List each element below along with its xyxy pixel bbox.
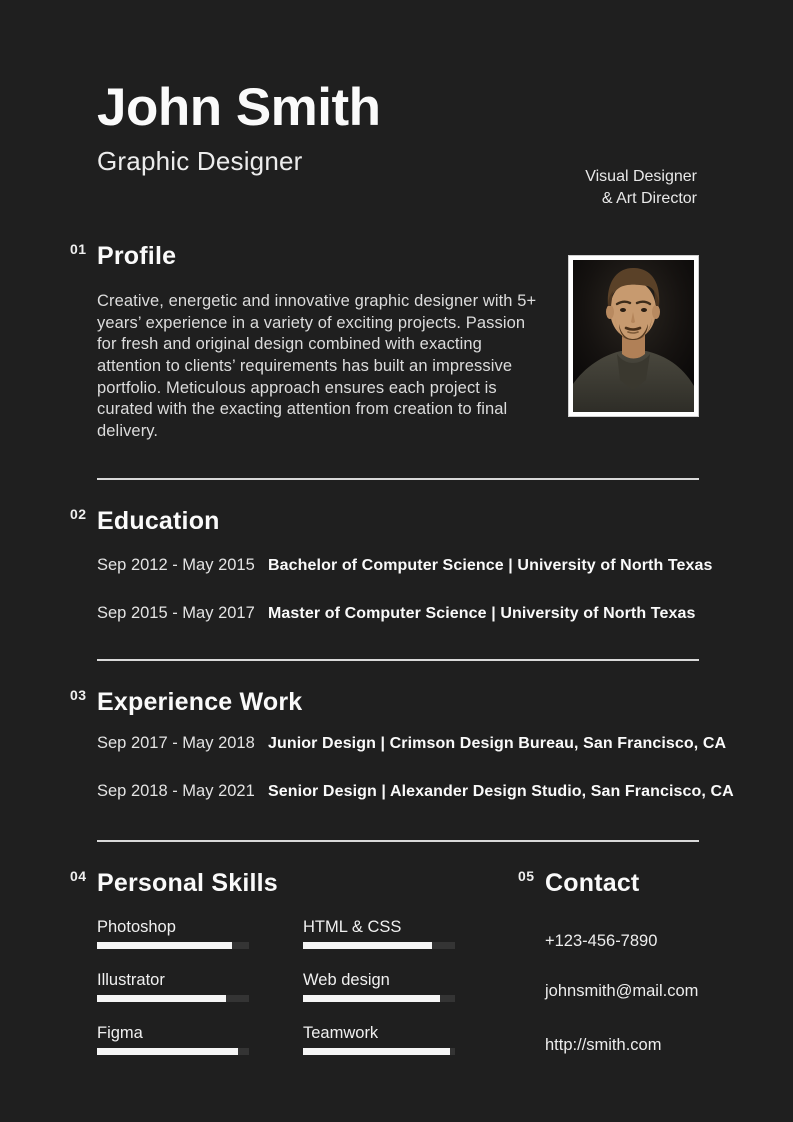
- skill-item: [97, 971, 249, 1002]
- education-detail: Bachelor of Computer Science | University of North Texas: [268, 557, 713, 575]
- section-number: 02: [70, 506, 87, 523]
- contact-heading-label: Contact: [545, 869, 640, 898]
- education-row: [97, 604, 699, 623]
- skill-label: Illustrator: [97, 971, 165, 990]
- education-dates: Sep 2012 - May 2015: [97, 556, 255, 575]
- experience-row: [97, 782, 734, 801]
- skill-label: HTML & CSS: [303, 918, 402, 937]
- education-dates: Sep 2015 - May 2017: [97, 604, 255, 623]
- portrait-illustration: [573, 260, 694, 412]
- experience-heading: [70, 687, 699, 717]
- skill-bar-track: [97, 995, 249, 1002]
- profile-heading-label: Profile: [97, 242, 177, 271]
- skill-item: [303, 918, 455, 949]
- experience-dates: Sep 2017 - May 2018: [97, 734, 255, 753]
- skill-item: [303, 1024, 455, 1055]
- skill-bar-fill: [303, 1048, 450, 1055]
- separator: [97, 478, 699, 480]
- section-number: 03: [70, 687, 87, 704]
- skill-bar-track: [303, 942, 455, 949]
- skills-heading: [70, 868, 455, 898]
- education-detail: Master of Computer Science | University of North Texas: [268, 605, 696, 623]
- experience-row: [97, 734, 727, 753]
- skill-bar-fill: [97, 995, 226, 1002]
- header: [97, 0, 699, 208]
- skill-bar-fill: [303, 995, 440, 1002]
- skill-label: Figma: [97, 1024, 143, 1043]
- separator: [97, 840, 699, 842]
- skill-label: Web design: [303, 971, 390, 990]
- tagline: [585, 166, 697, 211]
- skill-bar-fill: [303, 942, 432, 949]
- skills-heading-label: Personal Skills: [97, 869, 278, 898]
- skill-bar-track: [303, 1048, 455, 1055]
- experience-detail: Junior Design | Crimson Design Bureau, San Francisco, CA: [268, 735, 727, 753]
- contact-phone[interactable]: +123-456-7890: [545, 932, 658, 951]
- section-education: [70, 506, 713, 623]
- section-profile: [70, 241, 699, 442]
- experience-detail: Senior Design | Alexander Design Studio, San Francisco, CA: [268, 783, 734, 801]
- education-row: [97, 556, 713, 575]
- skill-bar-track: [97, 1048, 249, 1055]
- contact-website[interactable]: http://smith.com: [545, 1036, 662, 1055]
- section-number: 04: [70, 868, 87, 885]
- skill-item: [97, 918, 249, 949]
- section-contact: [518, 868, 699, 1055]
- section-skills: [70, 868, 455, 1055]
- separator: [97, 659, 699, 661]
- skill-bar-track: [303, 995, 455, 1002]
- experience-dates: Sep 2018 - May 2021: [97, 782, 255, 801]
- skill-item: [97, 1024, 249, 1055]
- section-number: 01: [70, 241, 87, 258]
- profile-text: Creative, energetic and innovative graphic designer with 5+ years’ experience in a variety of exciting projects. Passion for fresh and original design combined with exacting attention to clients’ requirements has built an impressive portfolio. Meticulous approach ensures each project is curated with the exacting attention from creation to final delivery.: [97, 292, 537, 440]
- skill-bar-track: [97, 942, 249, 949]
- contact-email[interactable]: johnsmith@mail.com: [545, 982, 699, 1001]
- section-experience: [70, 687, 734, 801]
- education-heading-label: Education: [97, 507, 220, 536]
- education-heading: [70, 506, 699, 536]
- tagline-line-1: Visual Designer: [585, 168, 697, 185]
- contact-heading: [518, 868, 699, 898]
- section-number: 05: [518, 868, 535, 885]
- job-title: Graphic Designer: [97, 146, 303, 177]
- experience-heading-label: Experience Work: [97, 688, 303, 717]
- skill-label: Photoshop: [97, 918, 176, 937]
- tagline-line-2: & Art Director: [601, 190, 697, 208]
- profile-photo: [568, 255, 699, 417]
- skill-bar-fill: [97, 942, 232, 949]
- skill-item: [303, 971, 455, 1002]
- skill-label: Teamwork: [303, 1024, 379, 1043]
- person-name: John Smith: [97, 78, 381, 137]
- skill-bar-fill: [97, 1048, 238, 1055]
